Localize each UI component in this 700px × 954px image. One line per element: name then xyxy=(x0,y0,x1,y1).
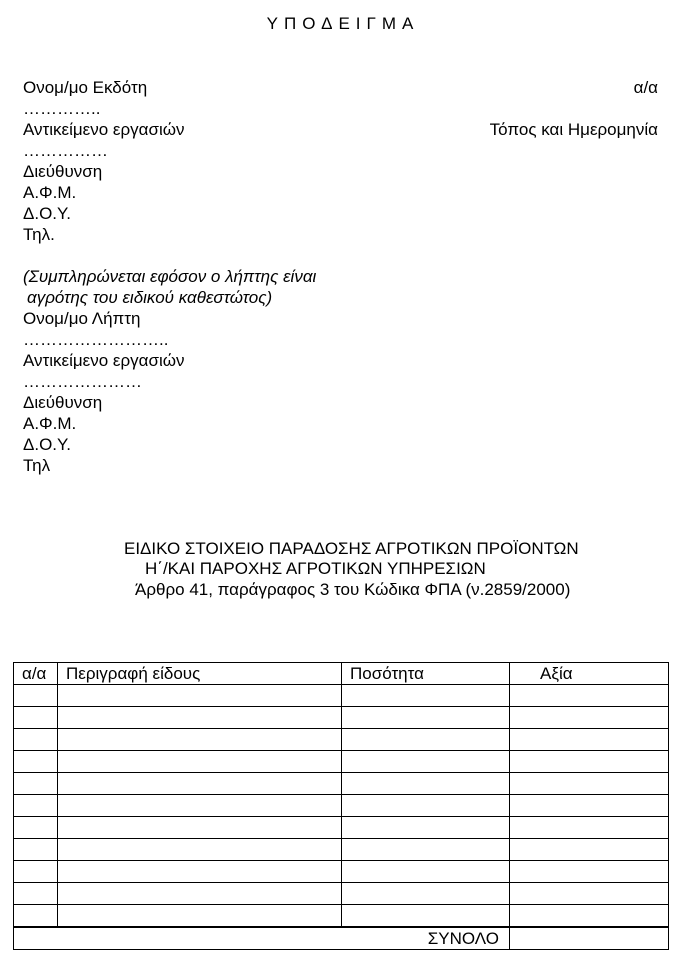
recipient-note-line2: αγρότης του ειδικού καθεστώτος) xyxy=(27,288,273,307)
table-total-row xyxy=(14,927,669,950)
table-row xyxy=(14,883,669,905)
cell-quantity[interactable] xyxy=(342,839,510,861)
recipient-doy-label: Δ.Ο.Υ. xyxy=(23,435,71,454)
table-row xyxy=(14,817,669,839)
doc-heading-line2: Η΄/ΚΑΙ ΠΑΡΟΧΗΣ ΑΓΡΟΤΙΚΩΝ ΥΠΗΡΕΣΙΩΝ xyxy=(145,559,486,578)
issuer-doy-label: Δ.Ο.Υ. xyxy=(23,204,71,223)
cell-value[interactable] xyxy=(510,773,669,795)
table-header-row xyxy=(14,663,669,685)
cell-quantity[interactable] xyxy=(342,751,510,773)
recipient-address-label: Διεύθυνση xyxy=(23,393,103,412)
issuer-work-dots: …………… xyxy=(23,141,108,160)
cell-quantity[interactable] xyxy=(342,817,510,839)
serial-number-label: α/α xyxy=(633,78,658,97)
issuer-afm-label: Α.Φ.Μ. xyxy=(23,183,77,202)
cell-serial[interactable] xyxy=(14,795,58,817)
cell-description[interactable] xyxy=(58,795,342,817)
cell-value[interactable] xyxy=(510,729,669,751)
cell-description[interactable] xyxy=(58,685,342,707)
table-row xyxy=(14,773,669,795)
cell-quantity[interactable] xyxy=(342,883,510,905)
table-row xyxy=(14,685,669,707)
table-row xyxy=(14,839,669,861)
table-row xyxy=(14,729,669,751)
issuer-work-label: Αντικείμενο εργασιών xyxy=(23,120,185,139)
cell-value[interactable] xyxy=(510,883,669,905)
issuer-phone-label: Τηλ. xyxy=(23,225,55,244)
cell-description[interactable] xyxy=(58,707,342,729)
cell-description[interactable] xyxy=(58,861,342,883)
recipient-work-dots: ………………… xyxy=(23,372,142,391)
cell-serial[interactable] xyxy=(14,773,58,795)
cell-serial[interactable] xyxy=(14,883,58,905)
cell-quantity[interactable] xyxy=(342,729,510,751)
header-description: Περιγραφή είδους xyxy=(58,663,342,685)
cell-value[interactable] xyxy=(510,795,669,817)
cell-serial[interactable] xyxy=(14,839,58,861)
cell-description[interactable] xyxy=(58,817,342,839)
cell-serial[interactable] xyxy=(14,861,58,883)
cell-value[interactable] xyxy=(510,817,669,839)
table-row xyxy=(14,751,669,773)
table-row xyxy=(14,905,669,928)
cell-description[interactable] xyxy=(58,729,342,751)
cell-quantity[interactable] xyxy=(342,795,510,817)
recipient-work-label: Αντικείμενο εργασιών xyxy=(23,351,185,370)
cell-value[interactable] xyxy=(510,839,669,861)
cell-quantity[interactable] xyxy=(342,861,510,883)
cell-serial[interactable] xyxy=(14,685,58,707)
issuer-name-dots: ………….. xyxy=(23,99,101,118)
table-row xyxy=(14,707,669,729)
header-quantity: Ποσότητα xyxy=(342,663,510,685)
recipient-name-label: Ονομ/μο Λήπτη xyxy=(23,309,141,328)
cell-value[interactable] xyxy=(510,905,669,928)
recipient-name-dots: …………………….. xyxy=(23,330,169,349)
cell-description[interactable] xyxy=(58,751,342,773)
issuer-name-label: Ονομ/μο Εκδότη xyxy=(23,78,148,97)
cell-serial[interactable] xyxy=(14,707,58,729)
cell-value[interactable] xyxy=(510,861,669,883)
items-table xyxy=(13,662,669,950)
cell-quantity[interactable] xyxy=(342,685,510,707)
table-row xyxy=(14,795,669,817)
cell-value[interactable] xyxy=(510,707,669,729)
cell-serial[interactable] xyxy=(14,817,58,839)
cell-quantity[interactable] xyxy=(342,773,510,795)
document-title: ΥΠΟΔΕΙΓΜΑ xyxy=(266,14,420,33)
recipient-note-line1: (Συμπληρώνεται εφόσον ο λήπτης είναι xyxy=(23,267,317,286)
header-serial: α/α xyxy=(14,663,58,685)
place-date-label: Τόπος και Ημερομηνία xyxy=(489,120,658,139)
cell-value[interactable] xyxy=(510,751,669,773)
total-label: ΣΥΝΟΛΟ xyxy=(14,927,510,950)
cell-value[interactable] xyxy=(510,685,669,707)
doc-heading-line3: Άρθρο 41, παράγραφος 3 του Κώδικα ΦΠΑ (ν.2859/2000) xyxy=(135,580,571,599)
cell-serial[interactable] xyxy=(14,905,58,928)
recipient-phone-label: Τηλ xyxy=(23,456,51,475)
cell-description[interactable] xyxy=(58,883,342,905)
header-value: Αξία xyxy=(510,663,669,685)
cell-description[interactable] xyxy=(58,905,342,928)
cell-description[interactable] xyxy=(58,773,342,795)
recipient-afm-label: Α.Φ.Μ. xyxy=(23,414,77,433)
total-value-cell[interactable] xyxy=(510,927,669,950)
cell-quantity[interactable] xyxy=(342,707,510,729)
cell-quantity[interactable] xyxy=(342,905,510,928)
doc-heading-line1: ΕΙΔΙΚΟ ΣΤΟΙΧΕΙΟ ΠΑΡΑΔΟΣΗΣ ΑΓΡΟΤΙΚΩΝ ΠΡΟΪΟΝΤΩΝ xyxy=(124,539,579,558)
cell-description[interactable] xyxy=(58,839,342,861)
cell-serial[interactable] xyxy=(14,751,58,773)
cell-serial[interactable] xyxy=(14,729,58,751)
issuer-address-label: Διεύθυνση xyxy=(23,162,103,181)
table-row xyxy=(14,861,669,883)
